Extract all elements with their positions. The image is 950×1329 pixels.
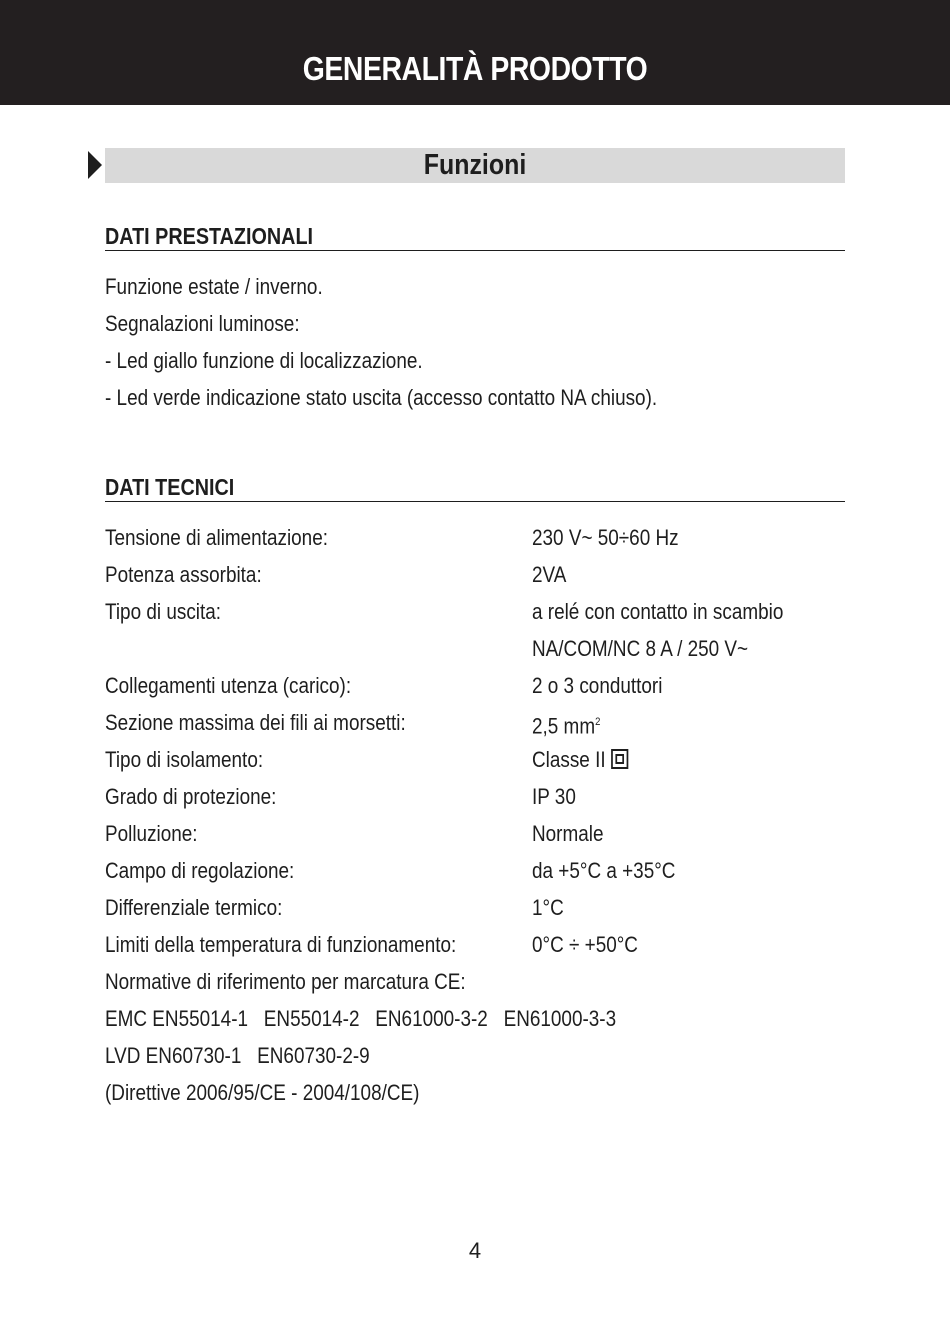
spec-row <box>105 667 845 704</box>
spec-label: Polluzione: <box>105 821 198 846</box>
spec-row <box>105 852 845 889</box>
spec-label: Tipo di isolamento: <box>105 747 264 772</box>
performance-heading <box>105 222 845 251</box>
section-title-bar <box>105 148 845 183</box>
spec-value: 0°C ÷ +50°C <box>532 932 638 957</box>
spec-value: Normale <box>532 821 604 846</box>
technical-table <box>105 519 845 1111</box>
norms-line: (Direttive 2006/95/CE - 2004/108/CE) <box>105 1080 420 1105</box>
technical-heading-text: DATI TECNICI <box>105 474 235 500</box>
spec-value: a relé con contatto in scambio <box>532 599 784 624</box>
spec-value-text: 2,5 mm <box>532 713 596 739</box>
double-insulation-icon <box>611 749 628 769</box>
spec-label: Collegamenti utenza (carico): <box>105 673 352 698</box>
spec-label: Campo di regolazione: <box>105 858 295 883</box>
spec-row <box>105 926 845 963</box>
spec-label: Tensione di alimentazione: <box>105 525 328 550</box>
spec-value: da +5°C a +35°C <box>532 858 676 883</box>
spec-value-text: Classe II <box>532 747 606 772</box>
spec-label: Potenza assorbita: <box>105 562 262 587</box>
header-banner <box>0 0 950 105</box>
spec-value: 2 o 3 conduttori <box>532 673 663 698</box>
spec-value: 1°C <box>532 895 564 920</box>
performance-line: Funzione estate / inverno. <box>105 274 323 299</box>
spec-row <box>105 593 845 630</box>
section-arrow-icon <box>88 151 102 179</box>
spec-label: Tipo di uscita: <box>105 599 222 624</box>
spec-row <box>105 741 845 778</box>
technical-heading <box>105 473 845 502</box>
spec-row <box>105 778 845 815</box>
spec-row <box>105 704 845 741</box>
spec-label: Limiti della temperatura di funzionamento: <box>105 932 457 957</box>
norms-line: Normative di riferimento per marcatura CE: <box>105 969 466 994</box>
page-number: 4 <box>468 1238 482 1263</box>
spec-label: Differenziale termico: <box>105 895 283 920</box>
spec-value: IP 30 <box>532 784 576 809</box>
page-title: GENERALITÀ PRODOTTO <box>302 50 648 87</box>
superscript: 2 <box>595 716 601 728</box>
norms-line: LVD EN60730-1 EN60730-2-9 <box>105 1043 370 1068</box>
spec-label: Grado di protezione: <box>105 784 277 809</box>
spec-row <box>105 519 845 556</box>
performance-heading-text: DATI PRESTAZIONALI <box>105 223 314 249</box>
spec-value: 2VA <box>532 562 567 587</box>
spec-label: Sezione massima dei fili ai morsetti: <box>105 710 406 735</box>
spec-value: NA/COM/NC 8 A / 250 V~ <box>532 636 749 661</box>
spec-row <box>105 556 845 593</box>
norms-line: EMC EN55014-1 EN55014-2 EN61000-3-2 EN61000-3-3 <box>105 1006 617 1031</box>
section-title: Funzioni <box>423 149 527 181</box>
performance-line: - Led giallo funzione di localizzazione. <box>105 348 423 373</box>
performance-line: - Led verde indicazione stato uscita (accesso contatto NA chiuso). <box>105 385 658 410</box>
spec-value <box>532 741 628 778</box>
performance-line: Segnalazioni luminose: <box>105 311 300 336</box>
performance-list <box>105 268 845 416</box>
spec-value: 230 V~ 50÷60 Hz <box>532 525 679 550</box>
spec-row <box>105 630 845 667</box>
spec-row <box>105 889 845 926</box>
spec-value <box>532 704 600 744</box>
spec-row <box>105 815 845 852</box>
